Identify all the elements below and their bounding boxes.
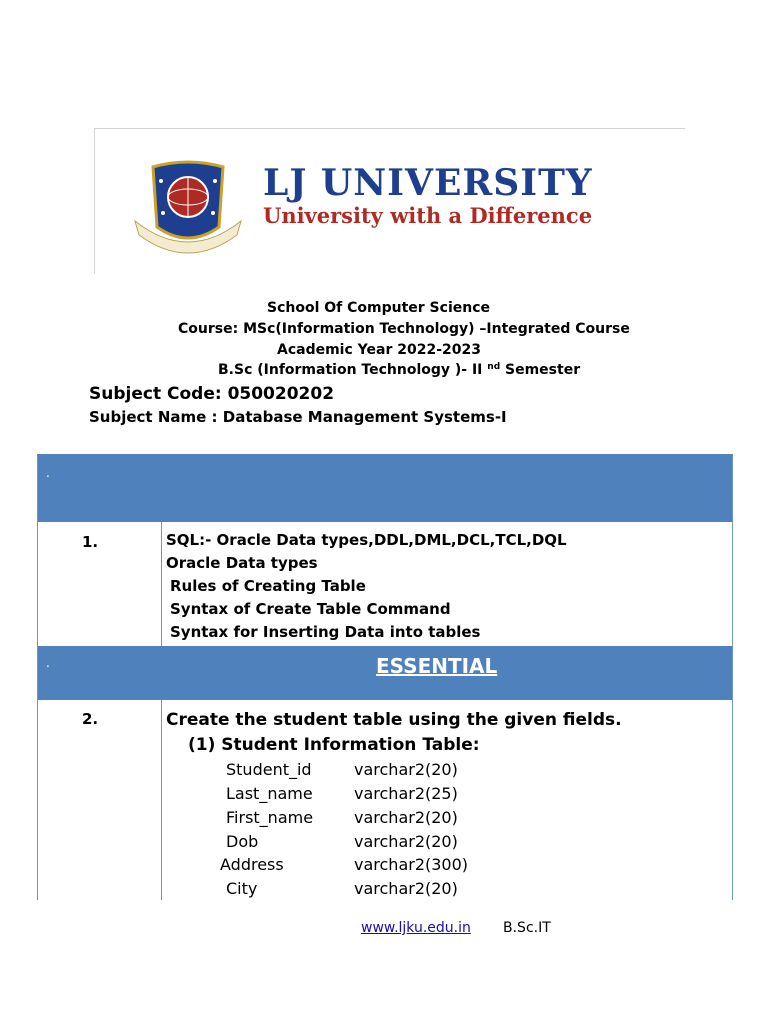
topic-line: Syntax for Inserting Data into tables: [170, 623, 481, 641]
table-row: [38, 522, 732, 646]
question-title: Create the student table using the given fields.: [166, 710, 622, 730]
section-title: ESSENTIAL: [376, 654, 498, 678]
university-logo-banner: [94, 128, 685, 274]
field-type: varchar2(20): [354, 760, 458, 779]
row-number: 2.: [82, 710, 99, 728]
field-type: varchar2(20): [354, 832, 458, 851]
row-content: [166, 708, 622, 758]
row-number: 1.: [82, 533, 99, 551]
field-type: varchar2(20): [354, 879, 458, 898]
column-divider: [161, 700, 162, 900]
subject-name: Subject Name : Database Management Systems-I: [89, 408, 507, 426]
table-row: [38, 700, 732, 900]
footer-program: B.Sc.IT: [503, 920, 551, 936]
table-header-band: [38, 454, 732, 522]
semester-line: [218, 363, 580, 377]
field-name: Address: [220, 855, 284, 874]
semester-prefix: B.Sc (Information Technology )- II: [218, 362, 483, 378]
topic-line: Syntax of Create Table Command: [170, 600, 451, 618]
syllabus-table: [37, 454, 733, 900]
band-mark: .: [46, 466, 50, 480]
school-name: School Of Computer Science: [267, 300, 490, 316]
question-subtitle: (1) Student Information Table:: [188, 735, 480, 755]
field-name: Last_name: [226, 784, 313, 803]
university-seal-icon: [131, 159, 245, 259]
website-link[interactable]: www.ljku.edu.in: [361, 920, 471, 936]
topic-line: Oracle Data types: [166, 554, 318, 572]
logo-title: LJ UNIVERSITY: [263, 162, 593, 204]
academic-year: Academic Year 2022-2023: [277, 342, 481, 358]
field-name: First_name: [226, 808, 314, 827]
field-name: Student_id: [226, 760, 312, 779]
course-name: Course: MSc(Information Technology) –Integrated Course: [178, 321, 630, 337]
field-name: City: [226, 879, 258, 898]
field-name: Dob: [226, 832, 259, 851]
field-type: varchar2(25): [354, 784, 458, 803]
band-mark: .: [46, 656, 50, 670]
column-divider: [161, 522, 162, 646]
field-type: varchar2(20): [354, 808, 458, 827]
topic-line: SQL:- Oracle Data types,DDL,DML,DCL,TCL,DQL: [166, 531, 567, 549]
topic-line: Rules of Creating Table: [170, 577, 366, 595]
subject-code: Subject Code: 050020202: [89, 384, 335, 404]
logo-tagline: University with a Difference: [263, 203, 593, 228]
essential-band: [38, 646, 732, 700]
semester-ordinal: nd: [487, 362, 501, 372]
field-type: varchar2(300): [354, 855, 469, 874]
semester-suffix: Semester: [500, 362, 581, 378]
row-content: [166, 529, 567, 644]
